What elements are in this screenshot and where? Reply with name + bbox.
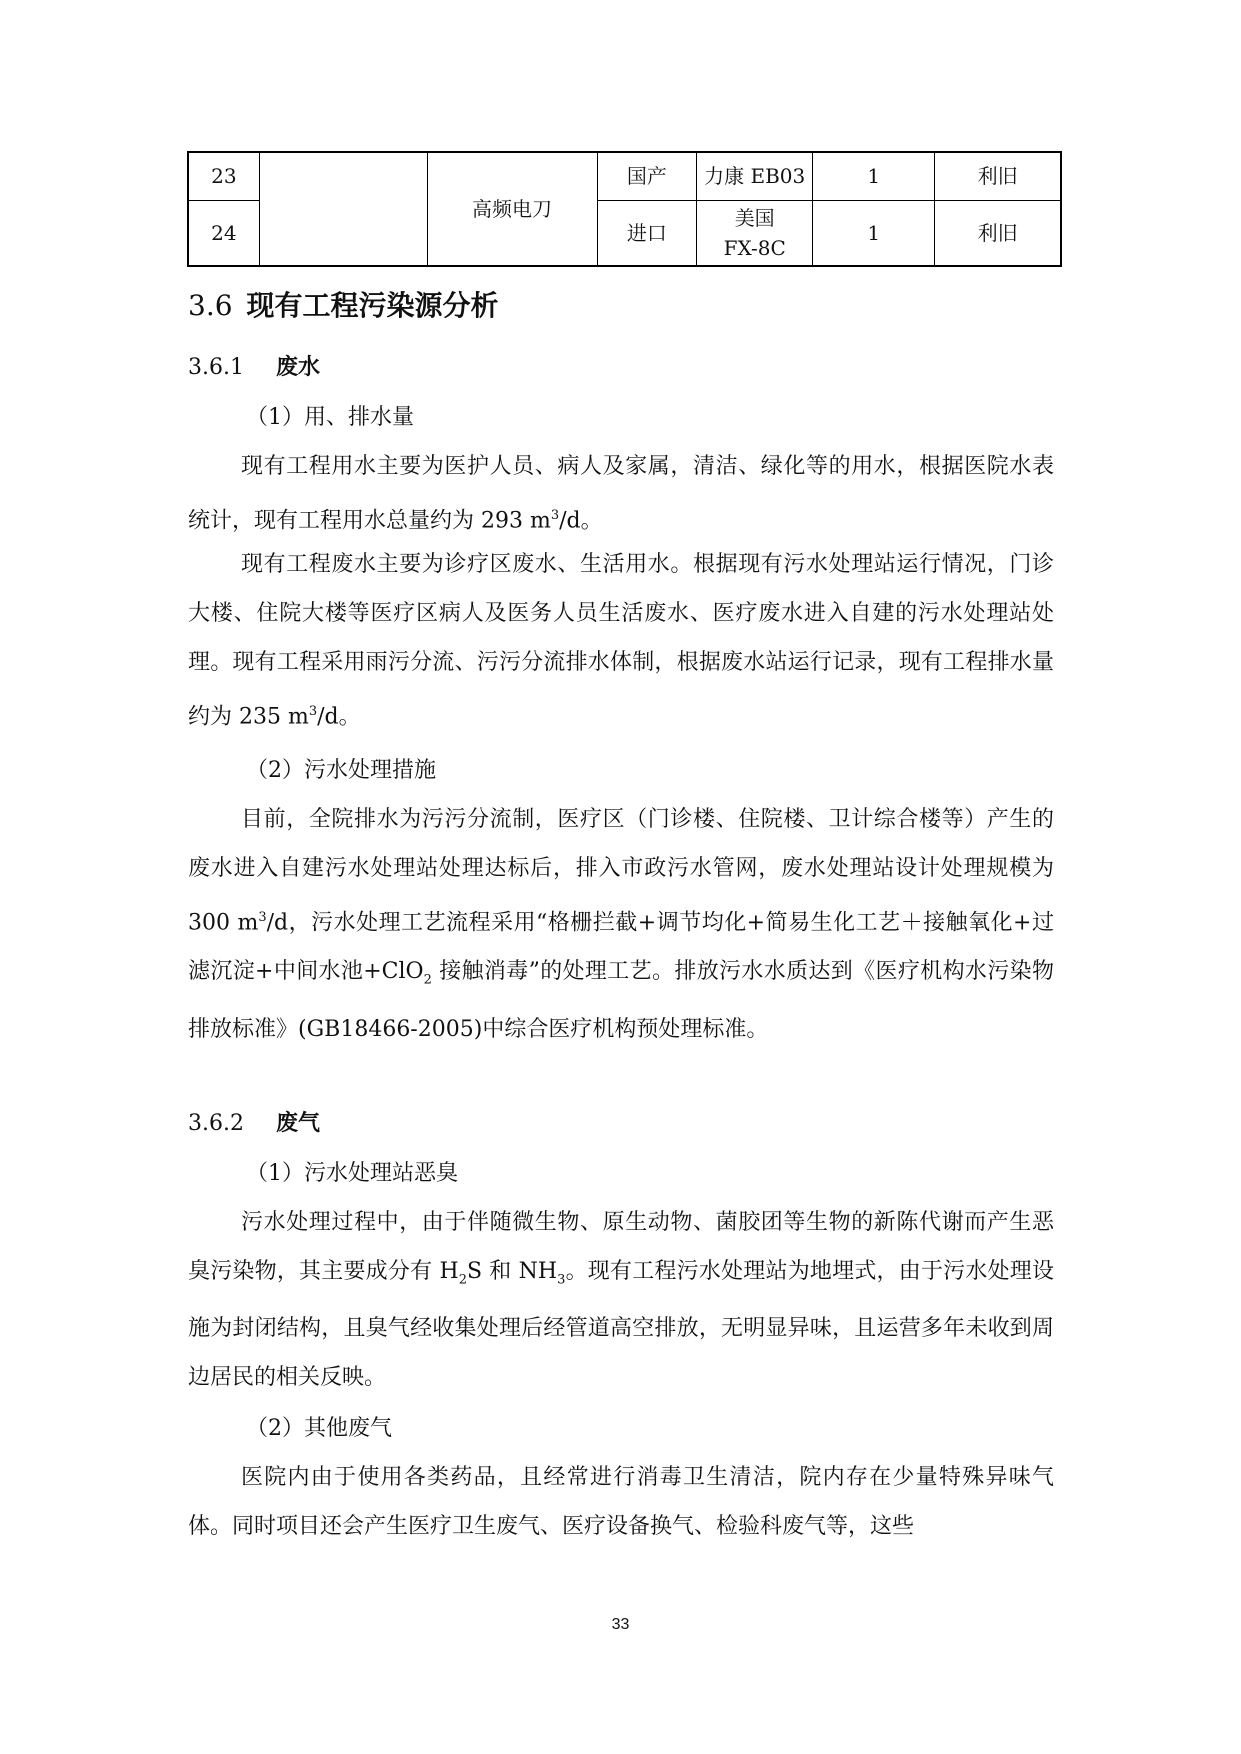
quantity-cell: 1 (813, 152, 935, 200)
model-line: FX-8C (723, 235, 786, 260)
item-heading: （1）用、排水量 (246, 405, 414, 430)
quantity-cell: 1 (813, 200, 935, 266)
category-cell (259, 152, 427, 266)
item-heading: （2）其他废气 (246, 1416, 392, 1441)
paragraph: 目前，全院排水为污污分流制，医疗区（门诊楼、住院楼、卫计综合楼等）产生的废水进入自建污水处理站处理达标后，排入市政污水管网，废水处理站设计处理规模为 300 $m^3/d$，污水处理工艺流程采用“格栅拦截+调节均化+简易生化工艺＋接触氧化+过滤沉淀+中间水池+ClO$_2$ 接触消毒”的处理工艺。排放污水水质达到《医疗机构水污染物排放标准》(GB18466-2005)中综合医疗机构预处理标准。 (188, 807, 1054, 1042)
status-cell: 利旧 (935, 200, 1061, 266)
section-heading (188, 288, 499, 324)
row-number: 23 (188, 152, 259, 200)
origin-cell: 国产 (597, 152, 697, 200)
section-title: 现有工程污染源分析 (246, 289, 499, 322)
item-heading: （2）污水处理措施 (246, 758, 436, 783)
model-cell (697, 200, 813, 266)
model-line: 美国 (734, 205, 775, 230)
equipment-name: 高频电刀 (427, 152, 597, 266)
section-number: 3.6 (188, 289, 233, 322)
paragraph: 现有工程用水主要为医护人员、病人及家属，清洁、绿化等的用水，根据医院水表统计，现有工程用水总量约为 293 $m^3/d$。 (188, 454, 1054, 534)
paragraph: 污水处理过程中，由于伴随微生物、原生动物、菌胶团等生物的新陈代谢而产生恶臭污染物，其主要成分有 $H_2S$ 和 $NH_3$。现有工程污水处理站为地埋式，由于污水处理设施为封闭结构，且臭气经收集处理后经管道高空排放，无明显异味，且运营多年未收到周边居民的相关反映。 (188, 1210, 1054, 1391)
status-cell: 利旧 (935, 152, 1061, 200)
equipment-table (187, 151, 1062, 267)
subsection-number: 3.6.1 (188, 355, 244, 380)
table-row (188, 152, 1061, 200)
subsection-heading-exhaust (188, 1108, 320, 1139)
item-heading: （1）污水处理站恶臭 (246, 1161, 458, 1186)
origin-cell: 进口 (597, 200, 697, 266)
paragraph: 医院内由于使用各类药品，且经常进行消毒卫生清洁，院内存在少量特殊异味气体。同时项目还会产生医疗卫生废气、医疗设备换气、检验科废气等，这些 (188, 1465, 1054, 1539)
subsection-title: 废气 (276, 1110, 321, 1136)
model-cell: 力康 EB03 (697, 152, 813, 200)
page-number: 33 (611, 1616, 630, 1633)
subsection-number: 3.6.2 (188, 1111, 244, 1136)
subsection-heading-wastewater (188, 352, 320, 383)
row-number: 24 (188, 200, 259, 266)
paragraph: 现有工程废水主要为诊疗区废水、生活用水。根据现有污水处理站运行情况，门诊大楼、住院大楼等医疗区病人及医务人员生活废水、医疗废水进入自建的污水处理站处理。现有工程采用雨污分流、污污分流排水体制，根据废水站运行记录，现有工程排水量约为 235 $m^3/d$。 (188, 552, 1054, 730)
subsection-title: 废水 (276, 354, 321, 380)
